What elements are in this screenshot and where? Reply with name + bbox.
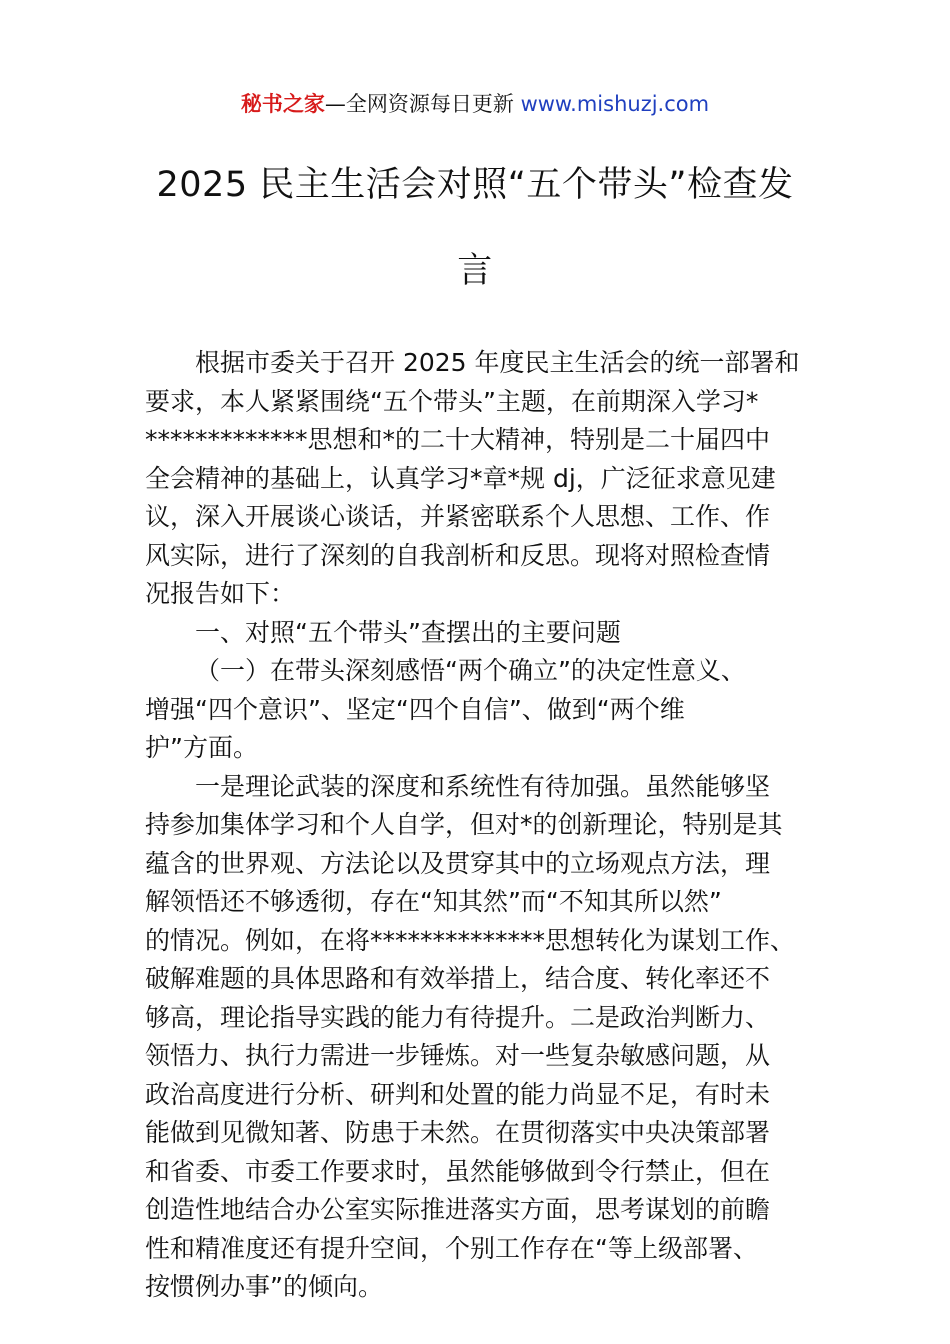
paragraph-line: 风实际，进行了深刻的自我剖析和反思。现将对照检查情 [145, 540, 771, 570]
paragraph-line: 够高，理论指导实践的能力有待提升。二是政治判断力、 [145, 1002, 771, 1032]
site-brand: 秘书之家 [240, 92, 325, 116]
paragraph-line: 和省委、市委工作要求时，虽然能够做到令行禁止，但在 [145, 1156, 771, 1186]
paragraph-line: 性和精准度还有提升空间，个别工作存在“等上级部署、 [145, 1233, 758, 1263]
site-url-link[interactable]: www.mishuzj.com [520, 92, 710, 116]
paragraph-line: 持参加集体学习和个人自学，但对*的创新理论，特别是其 [145, 810, 783, 839]
paragraph-line: 政治高度进行分析、研判和处置的能力尚显不足，有时未 [145, 1079, 771, 1109]
subsection-heading-line: 护”方面。 [145, 733, 258, 762]
document-title [140, 160, 810, 296]
site-slogan: —全网资源每日更新 [324, 92, 514, 116]
paragraph-line: 蕴含的世界观、方法论以及贯穿其中的立场观点方法，理 [145, 848, 771, 878]
paragraph-line: 的情况。例如，在将**************思想转化为谋划工作、 [145, 925, 796, 955]
paragraph-line: 要求，本人紧紧围绕“五个带头”主题，在前期深入学习* [145, 386, 759, 416]
paragraph-line: 破解难题的具体思路和有效举措上，结合度、转化率还不 [145, 964, 771, 993]
paragraph-line: 全会精神的基础上，认真学习*章*规 dj，广泛征求意见建 [145, 463, 776, 493]
paragraph-line: 创造性地结合办公室实际推进落实方面，思考谋划的前瞻 [145, 1195, 771, 1224]
title-line: 言 [457, 251, 493, 291]
paragraph-line: 一是理论武装的深度和系统性有待加强。虽然能够坚 [195, 771, 771, 801]
subsection-heading-line: 增强“四个意识”、坚定“四个自信”、做到“两个维 [145, 694, 685, 724]
site-header [0, 88, 950, 120]
subsection-heading: （一）在带头深刻感悟“两个确立”的决定性意义、 [195, 656, 746, 685]
paragraph-line: 按惯例办事”的倾向。 [145, 1272, 383, 1301]
paragraph-line: 解领悟还不够透彻，存在“知其然”而“不知其所以然” [145, 887, 722, 916]
document-body [145, 344, 810, 1307]
paragraph-line: 议，深入开展谈心谈话，并紧密联系个人思想、工作、作 [145, 502, 771, 531]
title-line: 2025 民主生活会对照“五个带头”检查发 [156, 165, 794, 205]
paragraph-line: 领悟力、执行力需进一步锤炼。对一些复杂敏感问题，从 [145, 1041, 771, 1070]
paragraph-line: 根据市委关于召开 2025 年度民主生活会的统一部署和 [195, 348, 800, 377]
section-heading: 一、对照“五个带头”查摆出的主要问题 [195, 617, 621, 647]
paragraph-line: *************思想和*的二十大精神，特别是二十届四中 [145, 425, 771, 454]
paragraph-line: 况报告如下： [145, 579, 296, 608]
paragraph-line: 能做到见微知著、防患于未然。在贯彻落实中央决策部署 [145, 1118, 771, 1147]
